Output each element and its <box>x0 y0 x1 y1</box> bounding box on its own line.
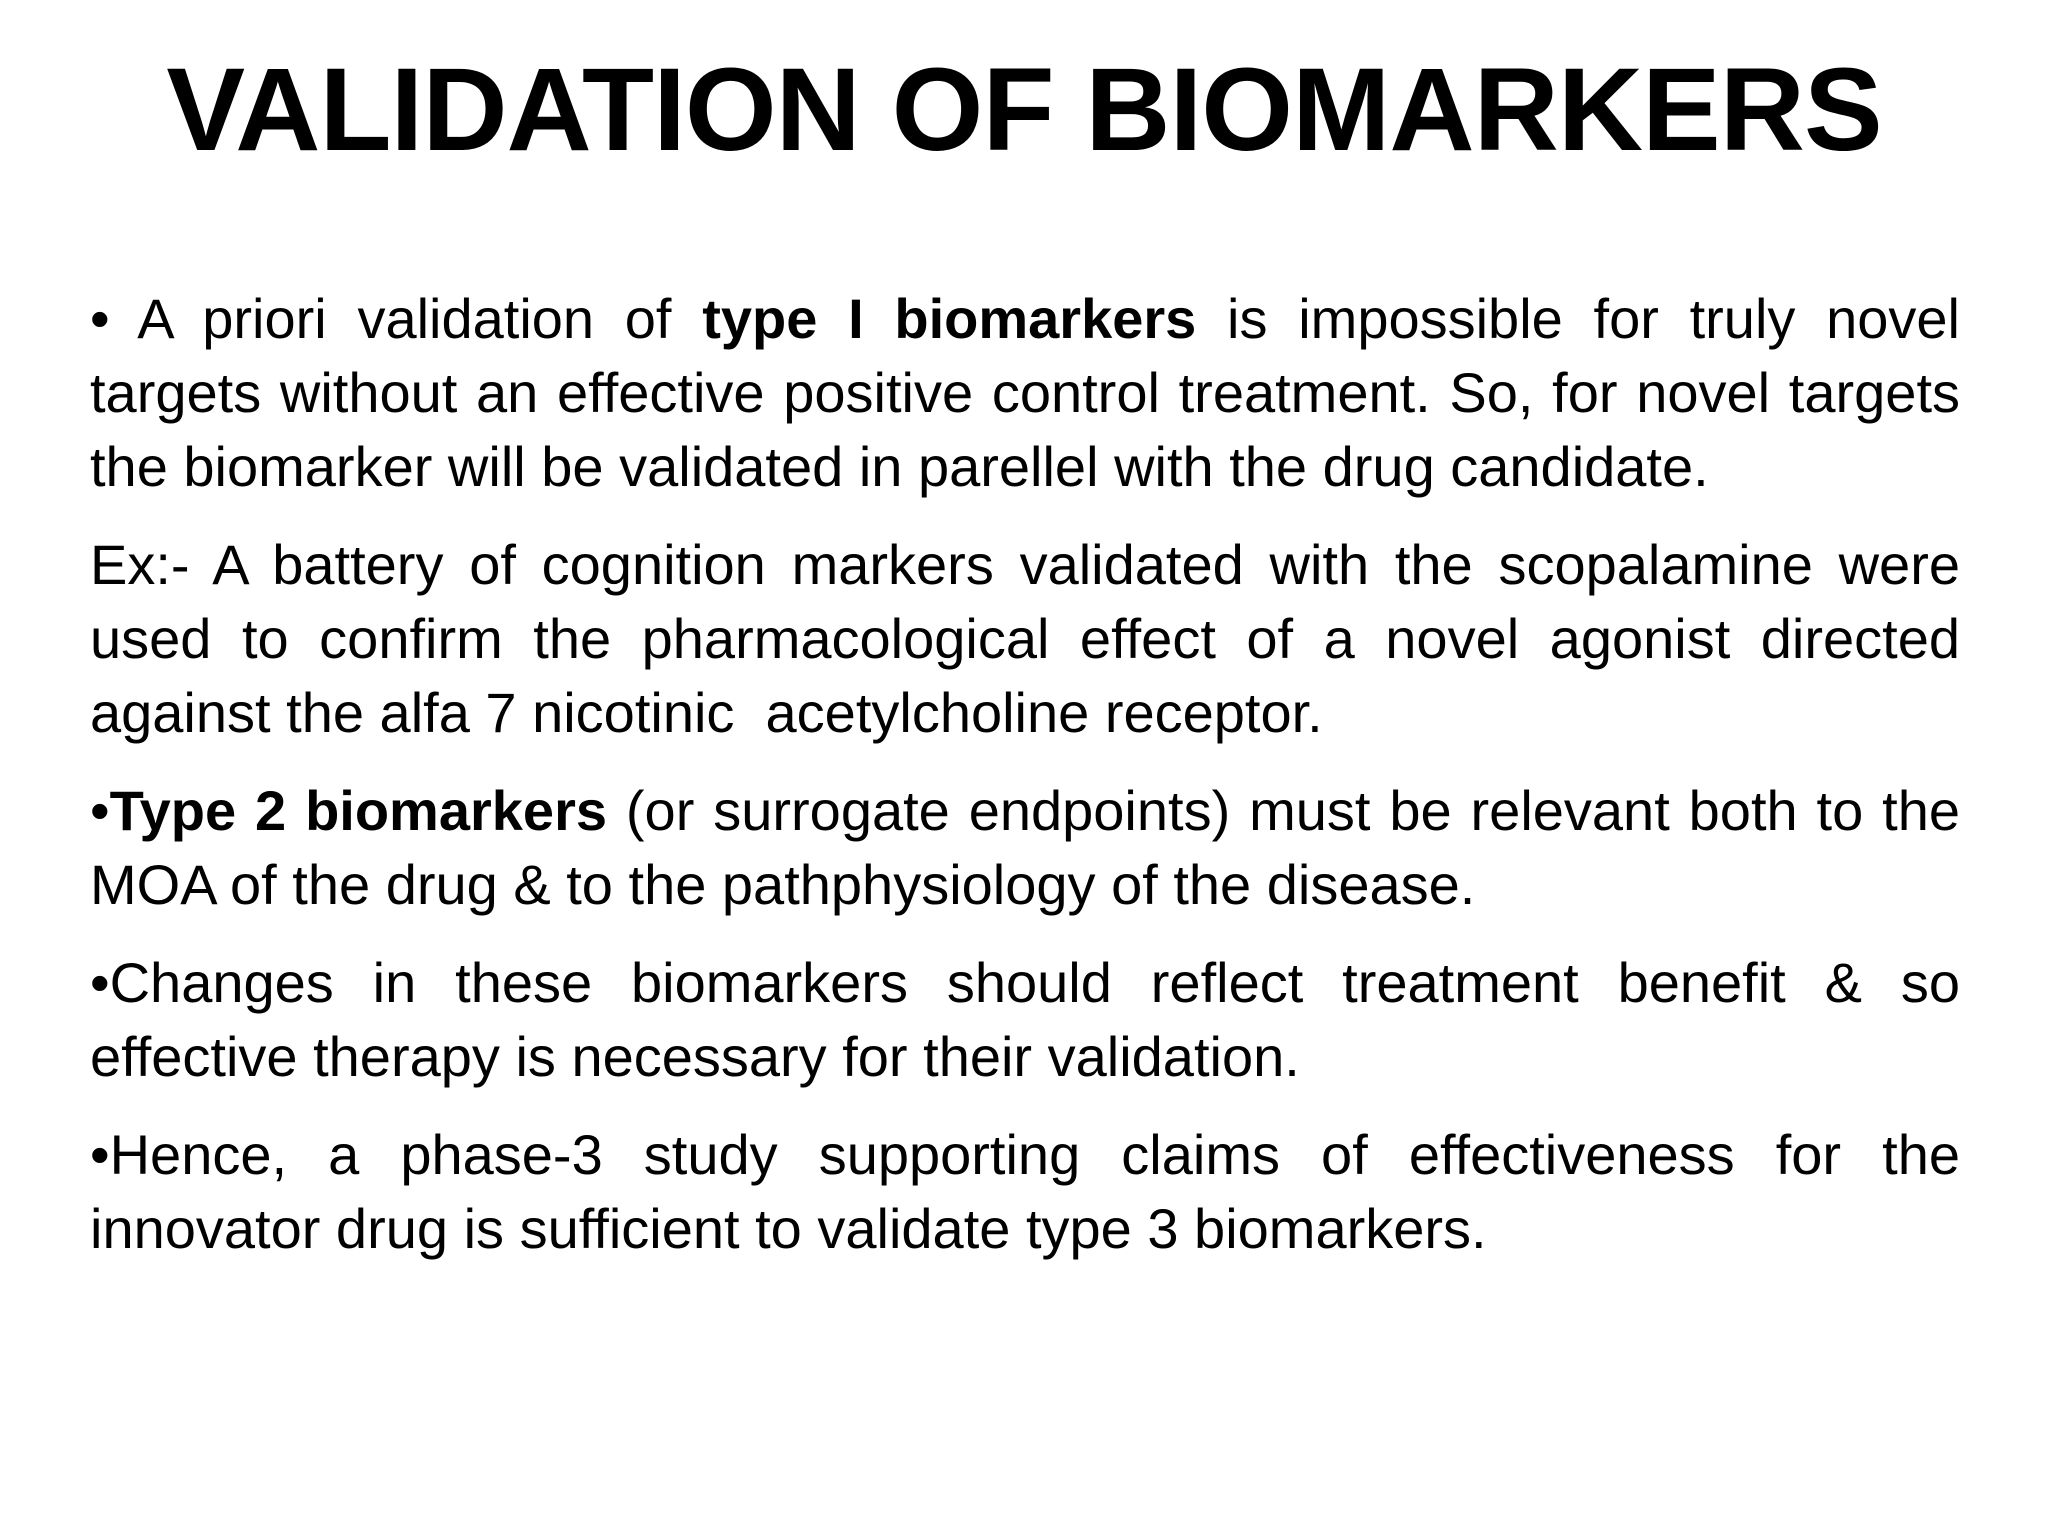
bullet-icon: • <box>90 1123 110 1186</box>
p5-text: Hence, a phase-3 study supporting claims of effectiveness for the innovator drug is sufficient to validate type 3 biomarkers. <box>90 1123 1960 1260</box>
paragraph-hence <box>90 1118 1960 1266</box>
p3-post: (or surrogate endpoints) must be relevant both to the MOA of the drug & to the pathphysiology of the disease. <box>90 779 1960 916</box>
paragraph-type1 <box>90 282 1960 504</box>
p4-text: Changes in these biomarkers should reflect treatment benefit & so effective therapy is necessary for their validation. <box>90 951 1960 1088</box>
p2-text: Ex:- A battery of cognition markers validated with the scopalamine were used to confirm the pharmacological effect of a novel agonist directed against the alfa 7 nicotinic acetylcholine receptor. <box>90 533 1976 744</box>
p1-post: is impossible for truly novel targets without an effective positive control treatment. So, for novel targets the biomarker will be validated in parellel with the drug candidate. <box>90 287 1960 498</box>
p1-bold: type I biomarkers <box>702 287 1197 350</box>
paragraph-changes <box>90 946 1960 1094</box>
bullet-icon: • <box>90 951 110 1014</box>
bullet-icon: • <box>90 779 110 842</box>
slide-body <box>90 282 1976 1290</box>
slide-title: VALIDATION OF BIOMARKERS <box>166 44 1882 176</box>
p1-pre: A priori validation of <box>109 287 703 350</box>
p3-bold: Type 2 biomarkers <box>109 779 608 842</box>
bullet-icon: • <box>90 287 110 350</box>
paragraph-example <box>90 528 1976 750</box>
paragraph-type2 <box>90 774 1960 922</box>
